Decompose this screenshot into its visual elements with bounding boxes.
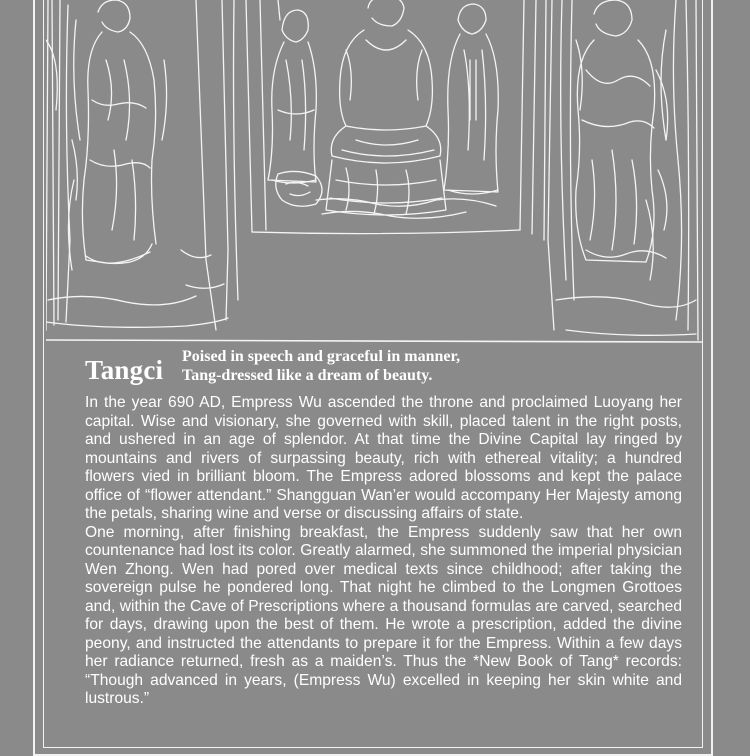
subtitle-line-2: Tang-dressed like a dream of beauty. [182,367,433,384]
paragraph-2: One morning, after finishing breakfast, the Empress suddenly saw that her own countenance had lost its color. Greatly alarmed, she summoned the imperial physician Wen Zhong. Wen had pored over medical texts since childhood; after taking the sovereign pulse he pondered long. That night he climbed to the Longmen Grottoes and, within the Cave of Prescriptions where a thousand formulas are carved, searched for days, drawing upon the best of them. He wrote a prescription, added the divine peony, and instructed the attendants to prepare it for the Empress. Within a few days her radiance returned, fresh as a maiden’s. Thus the *New Book of Tang* records: “Though advanced in years, (Empress Wu) excelled in keeping her skin white and lustrous.” [85,523,682,707]
seated-buddha-figure [326,0,446,215]
illustration-baseline [46,340,702,342]
left-monk-figure [268,10,316,183]
page-title: Tangci [85,355,164,385]
story-text [85,394,682,709]
longmen-grotto-illustration [46,0,702,345]
rubble-steps [276,171,496,218]
paragraph-1: In the year 690 AD, Empress Wu ascended the throne and proclaimed Luoyang her capital. Wise and visionary, she governed with skill, placed talent in the right posts, and ushered in an age of splendor. At that time the Divine Capital lay ringed by mountains and rivers of surpassing beauty, rich with ethereal vitality; a hundred flowers vied in brilliant bloom. The Empress adored blossoms and kept the palace office of “flower attendant.” Shangguan Wan’er would accompany Her Majesty among the petals, sharing wine and verse or discussing affairs of state. [85,394,682,522]
left-standing-figure [72,0,167,264]
right-rock-wall [548,0,698,340]
left-rock-wall [46,0,238,330]
poem-subtitle [182,347,460,385]
right-monk-figure [444,4,498,194]
right-guardian-figure [576,0,668,262]
subtitle-line-1: Poised in speech and graceful in manner, [182,348,461,365]
title-row [85,344,695,390]
